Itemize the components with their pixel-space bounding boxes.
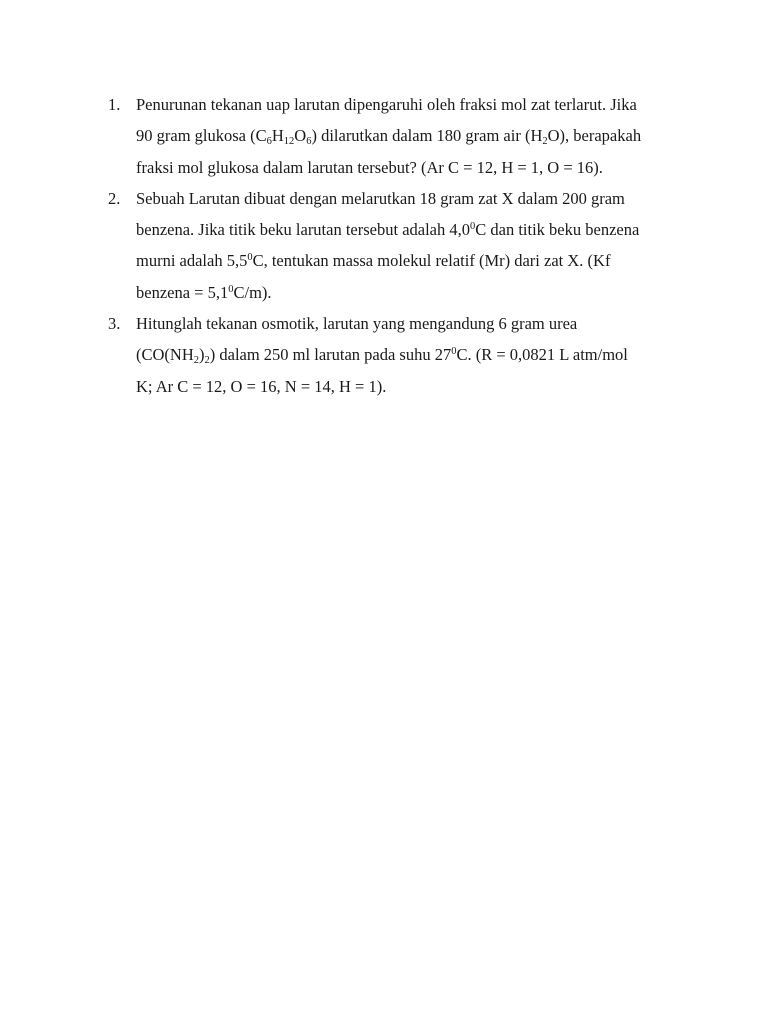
text-segment: )	[199, 345, 205, 365]
subscript: 2	[193, 355, 199, 367]
question-text	[136, 89, 678, 183]
question-item	[108, 183, 678, 308]
text-segment: C. (R = 0,0821 L atm/mol	[456, 345, 628, 365]
text-segment: benzena. Jika titik beku larutan tersebut adalah 4,0	[136, 220, 471, 240]
question-number: 3.	[108, 314, 121, 334]
subscript: 6	[306, 136, 312, 148]
question-line	[136, 277, 678, 308]
text-segment: K; Ar C = 12, O = 16, N = 14, H = 1).	[136, 376, 387, 396]
question-line	[136, 89, 678, 120]
question-item	[108, 308, 678, 402]
text-segment: ) dalam 250 ml larutan pada suhu 27	[209, 345, 452, 365]
text-segment: (CO(NH	[136, 345, 194, 365]
superscript: 0	[470, 221, 476, 233]
question-line	[136, 152, 678, 183]
question-line	[136, 183, 678, 214]
question-text	[136, 308, 678, 402]
text-segment: H	[271, 126, 284, 146]
text-segment: C, tentukan massa molekul relatif (Mr) dari zat X. (Kf	[252, 251, 611, 271]
subscript: 2	[542, 136, 548, 148]
question-line	[136, 120, 678, 151]
text-segment: Penurunan tekanan uap larutan dipengaruhi oleh fraksi mol zat terlarut. Jika	[136, 95, 637, 114]
question-line	[136, 371, 678, 402]
question-text	[136, 183, 678, 308]
text-segment: C/m).	[233, 282, 272, 302]
superscript: 0	[247, 252, 253, 264]
subscript: 6	[266, 136, 272, 148]
text-segment: murni adalah 5,5	[136, 251, 248, 271]
question-item	[108, 89, 678, 183]
text-segment: benzena = 5,1	[136, 282, 229, 302]
question-list	[108, 89, 678, 402]
text-segment: C dan titik beku benzena	[475, 220, 640, 240]
question-line	[136, 308, 678, 339]
text-segment: Hitunglah tekanan osmotik, larutan yang mengandung 6 gram urea	[136, 314, 578, 334]
question-number: 2.	[108, 188, 121, 208]
subscript: 2	[204, 355, 210, 367]
superscript: 0	[228, 283, 234, 295]
text-segment: O), berapakah	[547, 126, 642, 146]
text-segment: O	[294, 126, 307, 146]
text-segment: fraksi mol glukosa dalam larutan tersebut? (Ar C = 12, H = 1, O = 16).	[136, 157, 603, 177]
text-segment: Sebuah Larutan dibuat dengan melarutkan 18 gram zat X dalam 200 gram	[136, 188, 625, 208]
text-segment: ) dilarutkan dalam 180 gram air (H	[311, 126, 543, 146]
question-number: 1.	[108, 95, 121, 114]
subscript: 12	[283, 136, 295, 148]
question-line	[136, 214, 678, 245]
question-line	[136, 245, 678, 276]
question-line	[136, 339, 678, 370]
superscript: 0	[451, 346, 457, 358]
text-segment: 90 gram glukosa (C	[136, 126, 267, 146]
